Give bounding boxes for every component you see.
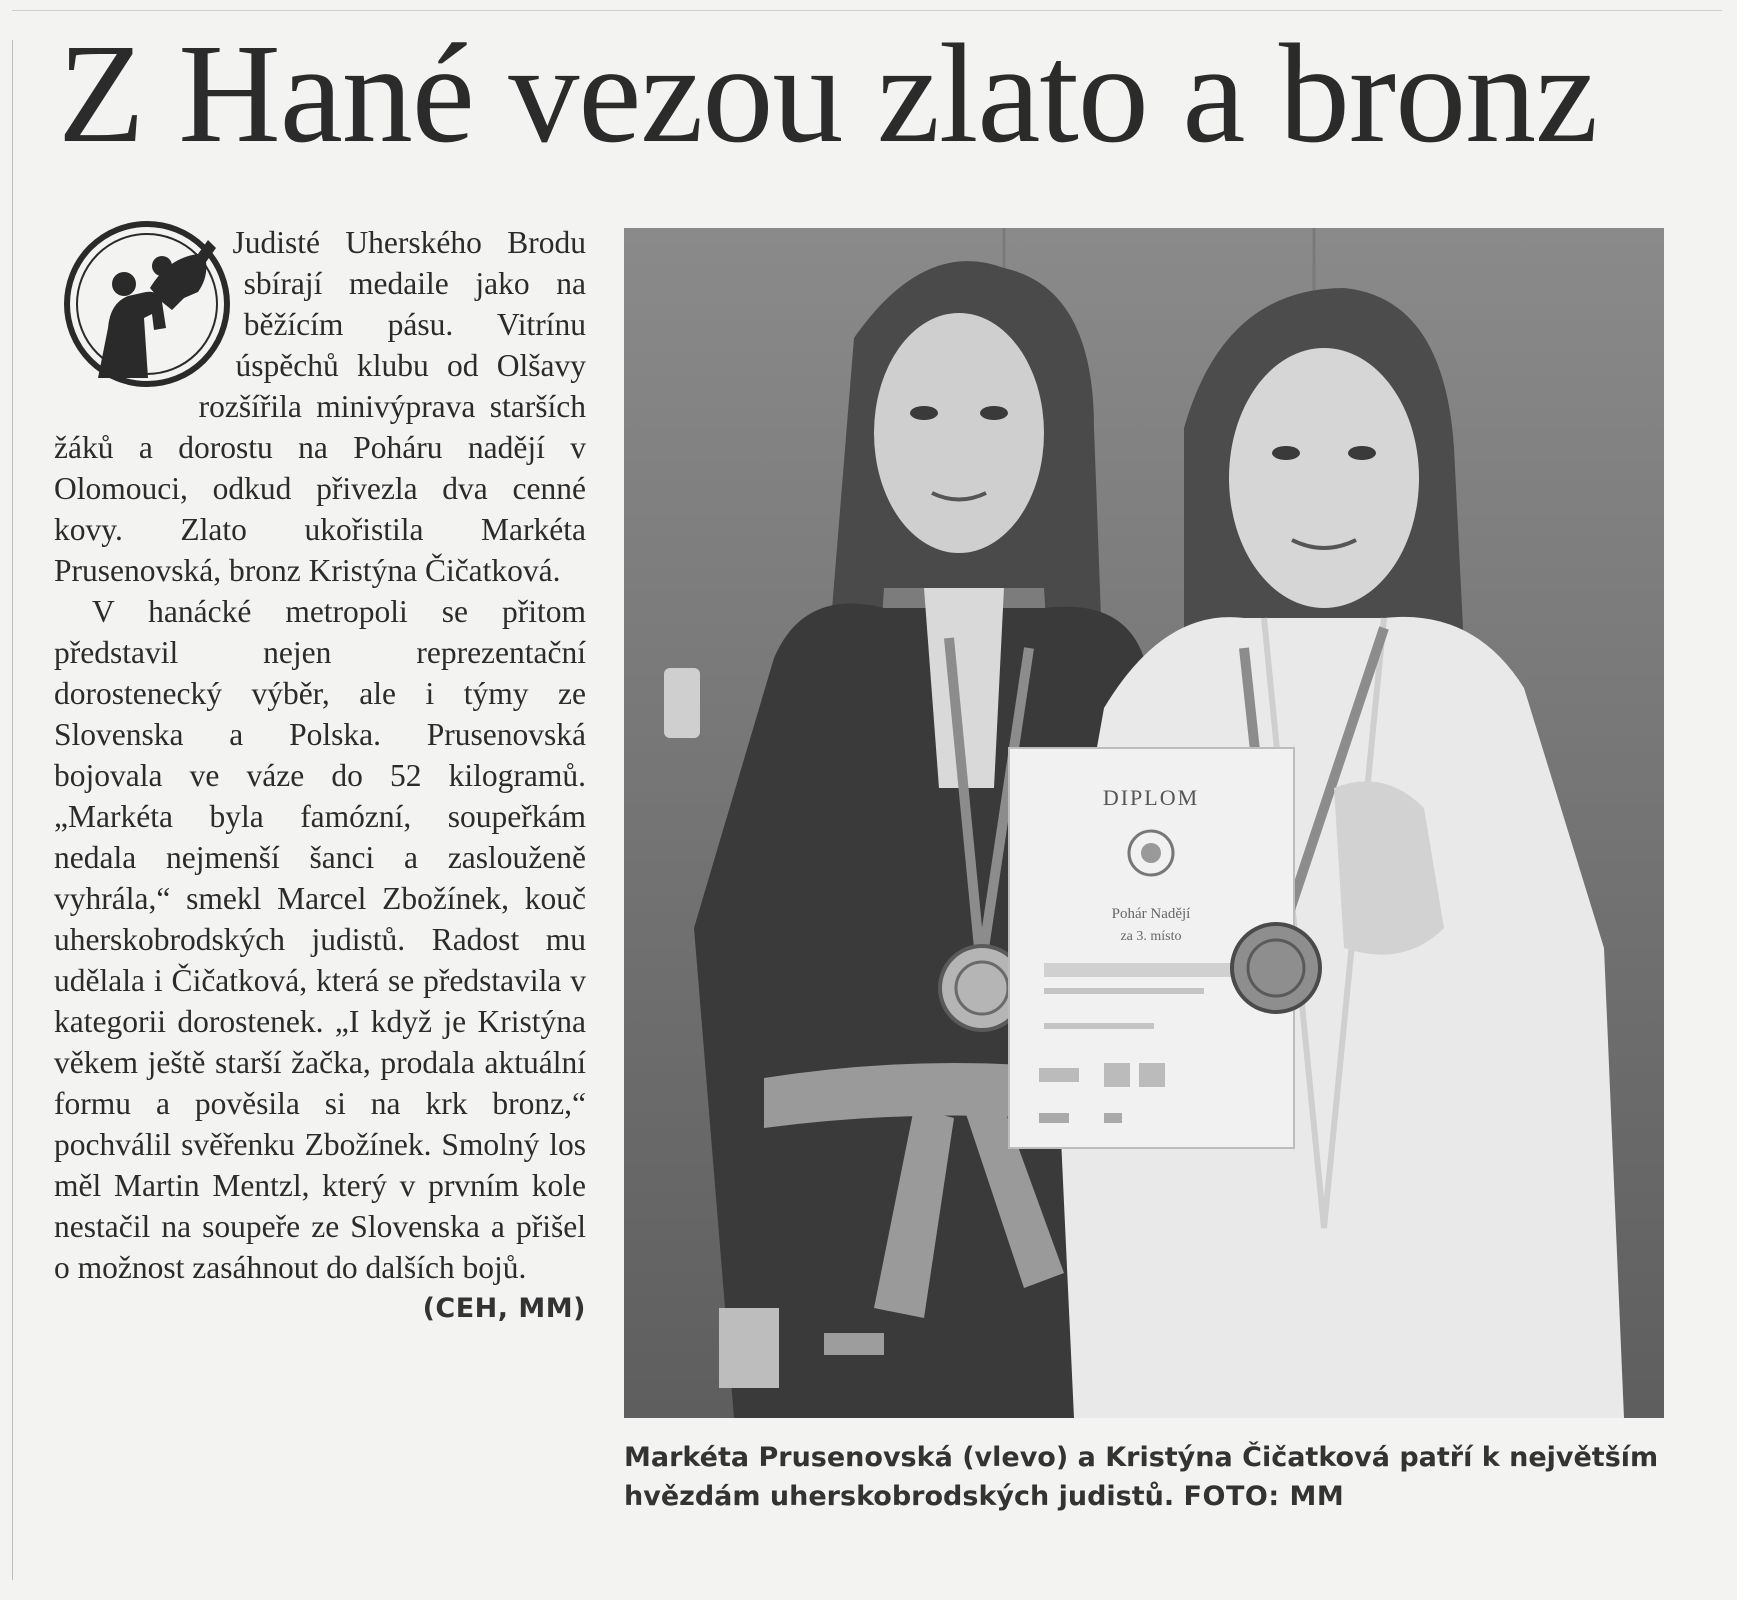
- left-rule: [12, 40, 13, 1580]
- article-body: [54, 222, 586, 1329]
- photo-caption: [624, 1438, 1684, 1516]
- article-photo: [624, 228, 1664, 1418]
- judo-logo-icon: [58, 218, 236, 390]
- top-rule: [12, 10, 1722, 11]
- photo-credit: FOTO: MM: [1183, 1481, 1345, 1512]
- photo-illustration: [624, 228, 1664, 1418]
- diploma-title: DIPLOM: [1102, 785, 1200, 810]
- article-paragraph-1: Judisté Uherského Brodu sbírají medaile jako na běžícím pásu. Vitrínu úspěchů klubu od Olšavy rozšířila minivýprava starších žáků a dorostu na Poháru nadějí v Olomouci, odkud přivezla dva cenné kovy. Zlato ukořistila Markéta Prusenovská, bronz Kristýna Čičatková.: [54, 225, 586, 588]
- caption-text: Markéta Prusenovská (vlevo) a Kristýna Čičatková patří k největším hvězdám uherskobrodských judistů.: [624, 1442, 1659, 1512]
- headline: Z Hané vezou zlato a bronz: [58, 14, 1598, 172]
- article-paragraph-2-text: V hanácké metropoli se přitom představil nejen reprezentační dorostenecký výběr, ale i týmy ze Slovenska a Polska. Prusenovská bojovala ve váze do 52 kilogramů. „Markéta byla famózní, soupeřkám nedala nejmenší šanci a zaslouženě vyhrála,“ smekl Marcel Zbožínek, kouč uherskobrodských judistů. Radost mu udělala i Čičatková, která se představila v kategorii dorostenek. „I když je Kristýna věkem ještě starší žačka, prodala aktuální formu a pověsila si na krk bronz,“ pochválil svěřenku Zbožínek. Smolný los měl Martin Mentzl, který v prvním kole nestačil na soupeře ze Slovenska a přišel o možnost zasáhnout do dalších bojů.: [54, 594, 586, 1285]
- article-paragraph-2: [54, 591, 586, 1324]
- diploma-event: Pohár Nadějí: [1111, 906, 1191, 922]
- diploma-place: za 3. místo: [1120, 929, 1182, 944]
- author-credit: (CEH, MM): [422, 1293, 586, 1324]
